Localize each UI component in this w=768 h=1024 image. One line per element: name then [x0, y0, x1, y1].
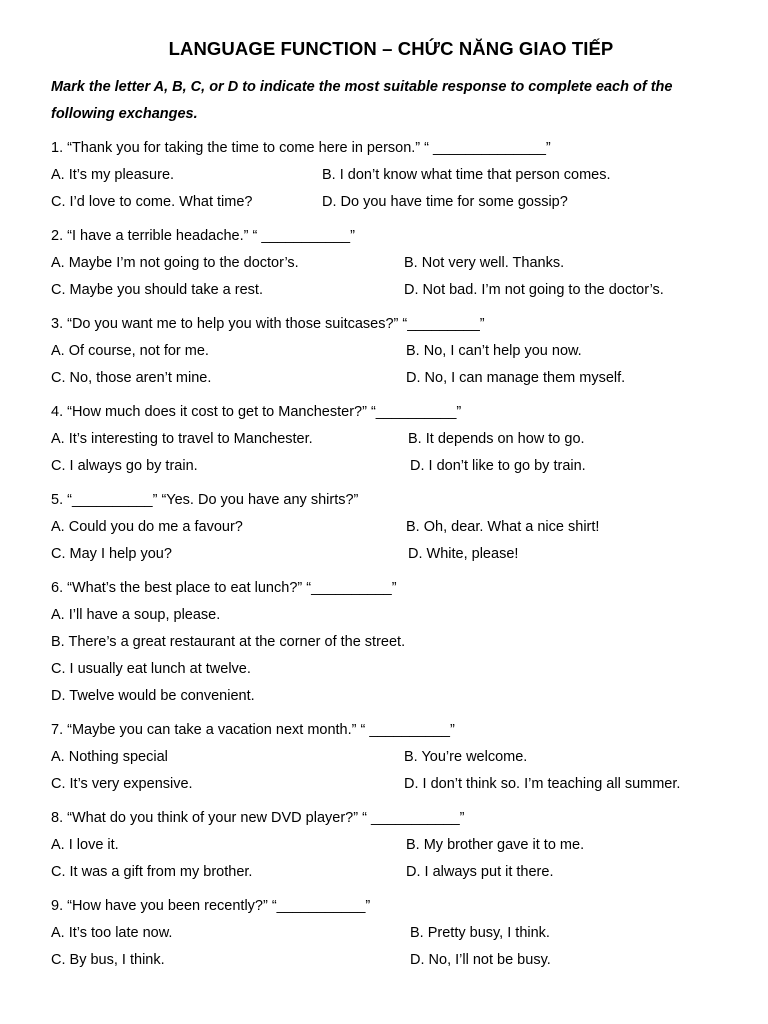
question-stem: 1. “Thank you for taking the time to come here in person.” “ ______________”: [51, 140, 551, 156]
option-c: C. May I help you?: [51, 546, 172, 562]
option-d: D. White, please!: [408, 546, 519, 562]
option-b: B. Not very well. Thanks.: [404, 255, 565, 271]
option-d: D. I don’t think so. I’m teaching all summer.: [404, 776, 681, 792]
option-a: A. Maybe I’m not going to the doctor’s.: [51, 255, 299, 271]
option-c: C. It was a gift from my brother.: [51, 864, 253, 880]
option-a: A. It’s my pleasure.: [51, 167, 175, 183]
option-row: [51, 744, 731, 771]
question-3: [51, 311, 731, 392]
option-row: [51, 338, 731, 365]
option-a: A. Nothing special: [51, 749, 168, 765]
option-b: B. It depends on how to go.: [408, 431, 585, 447]
option-row: [51, 832, 731, 859]
option-row: [51, 277, 731, 304]
question-7: [51, 717, 731, 798]
option-c: C. I’d love to come. What time?: [51, 194, 253, 210]
option-a: A. Of course, not for me.: [51, 343, 209, 359]
option-c: C. Maybe you should take a rest.: [51, 282, 263, 298]
option-row: [51, 189, 731, 216]
question-stem: 3. “Do you want me to help you with those suitcases?” “_________”: [51, 316, 485, 332]
option-row: [51, 162, 731, 189]
option-a: A. I love it.: [51, 837, 119, 853]
option-b: B. I don’t know what time that person comes.: [322, 167, 611, 183]
instructions: Mark the letter A, B, C, or D to indicate the most suitable response to complete each of the following exchanges.: [51, 79, 673, 122]
option-row: [51, 365, 731, 392]
option-d: D. No, I’ll not be busy.: [410, 952, 551, 968]
option-c: C. It’s very expensive.: [51, 776, 193, 792]
option-row: [51, 453, 731, 480]
question-5: [51, 487, 731, 568]
option-c: C. I always go by train.: [51, 458, 198, 474]
option-row: [51, 250, 731, 277]
option-d: D. Not bad. I’m not going to the doctor’s.: [404, 282, 664, 298]
worksheet-page: [51, 36, 731, 974]
option-row: [51, 514, 731, 541]
option-d: D. I always put it there.: [406, 864, 554, 880]
option-row: [51, 947, 731, 974]
option-a: A. It’s too late now.: [51, 925, 173, 941]
question-stem: 7. “Maybe you can take a vacation next month.” “ __________”: [51, 722, 455, 738]
option-b: B. You’re welcome.: [404, 749, 528, 765]
option-c: C. No, those aren’t mine.: [51, 370, 212, 386]
option-b: B. There’s a great restaurant at the corner of the street.: [51, 634, 406, 650]
question-stem: 2. “I have a terrible headache.” “ ___________”: [51, 228, 355, 244]
question-6: [51, 575, 731, 710]
question-2: [51, 223, 731, 304]
question-4: [51, 399, 731, 480]
option-d: D. Do you have time for some gossip?: [322, 194, 568, 210]
option-b: B. No, I can’t help you now.: [406, 343, 582, 359]
question-stem: 9. “How have you been recently?” “___________”: [51, 898, 371, 914]
option-row: [51, 859, 731, 886]
option-row: [51, 771, 731, 798]
option-b: B. Pretty busy, I think.: [410, 925, 550, 941]
question-8: [51, 805, 731, 886]
question-stem: 4. “How much does it cost to get to Manchester?” “__________”: [51, 404, 462, 420]
option-d: D. I don’t like to go by train.: [410, 458, 586, 474]
option-b: B. My brother gave it to me.: [406, 837, 585, 853]
question-9: [51, 893, 731, 974]
question-stem: 5. “__________” “Yes. Do you have any shirts?”: [51, 492, 359, 508]
option-d: D. Twelve would be convenient.: [51, 688, 255, 704]
option-row: [51, 541, 731, 568]
option-a: A. It’s interesting to travel to Manchester.: [51, 431, 313, 447]
question-stem: 8. “What do you think of your new DVD player?” “ ___________”: [51, 810, 465, 826]
option-row: [51, 426, 731, 453]
option-d: D. No, I can manage them myself.: [406, 370, 626, 386]
page-title: LANGUAGE FUNCTION – CHỨC NĂNG GIAO TIẾP: [168, 38, 614, 59]
option-a: A. I’ll have a soup, please.: [51, 607, 221, 623]
option-a: A. Could you do me a favour?: [51, 519, 243, 535]
option-b: B. Oh, dear. What a nice shirt!: [406, 519, 600, 535]
question-stem: 6. “What’s the best place to eat lunch?” “__________”: [51, 580, 397, 596]
question-1: [51, 135, 731, 216]
option-row: [51, 920, 731, 947]
option-c: C. I usually eat lunch at twelve.: [51, 661, 251, 677]
option-c: C. By bus, I think.: [51, 952, 165, 968]
